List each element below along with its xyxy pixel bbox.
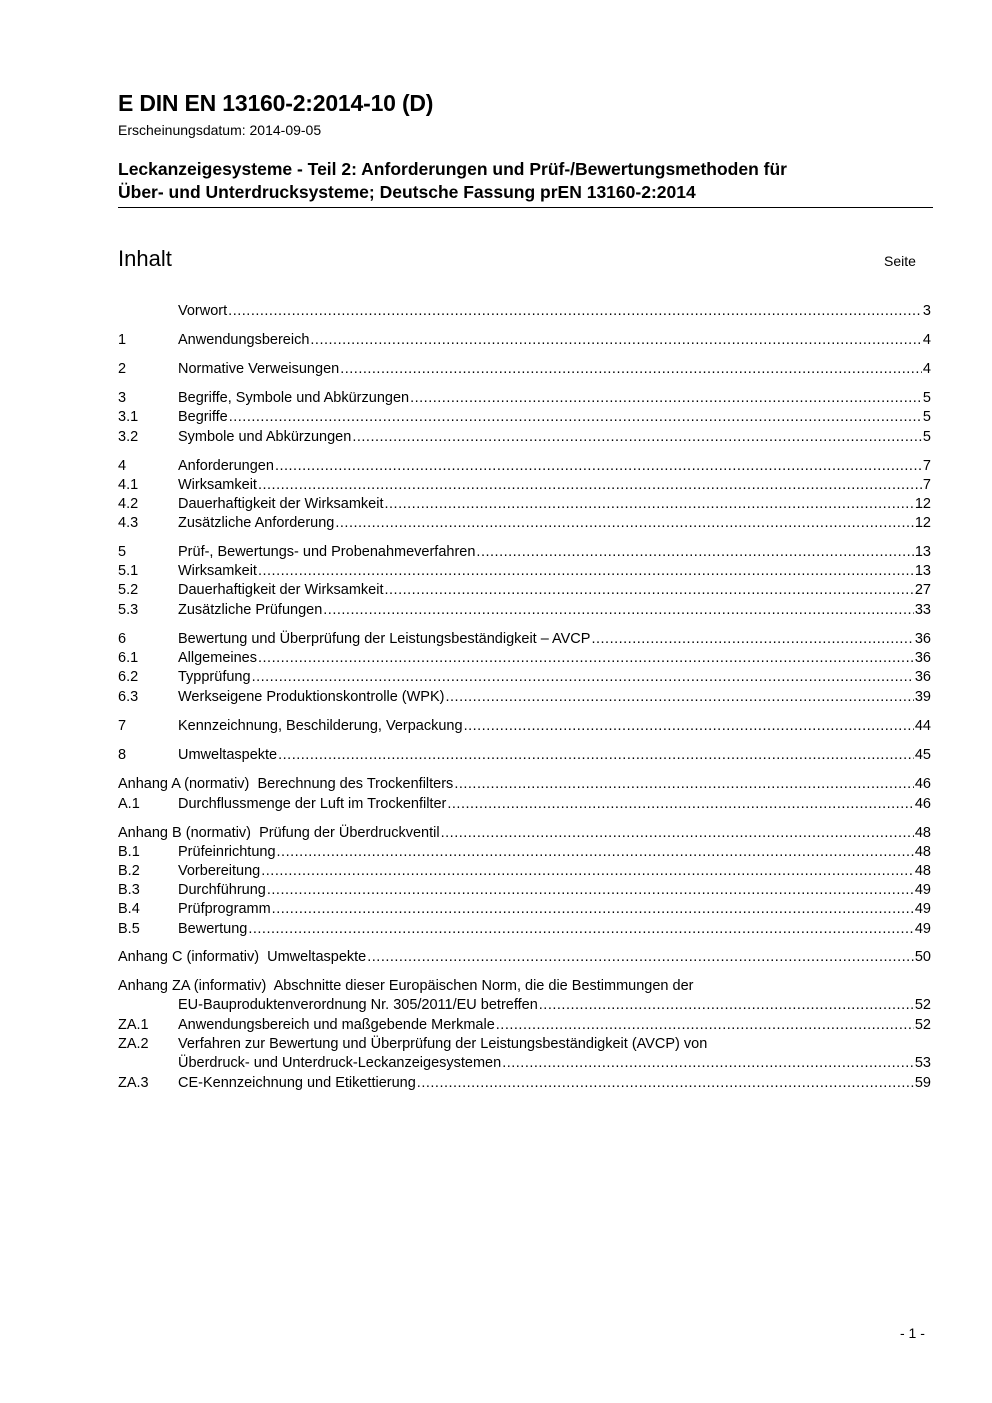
toc-leader-dots [258,562,914,581]
toc-entry[interactable] [118,601,931,620]
toc-entry-line [178,331,931,350]
toc-entry-line [178,457,931,476]
toc-entry-continuation: Überdruck- und Unterdruck-Leckanzeigesystemen [178,1055,502,1071]
toc-entry-title: Werkseigene Produktionskontrolle (WPK) [178,689,445,705]
toc-entry-line [178,581,931,600]
toc-entry-title: Vorbereitung [178,863,261,879]
toc-annex-label: Anhang C [118,949,183,965]
toc-entry[interactable] [118,543,931,562]
toc-page-column-heading: Seite [884,253,916,269]
toc-annex-kind: (normativ) [184,776,250,792]
toc-annex-kind: (informativ) [186,949,260,965]
toc-entry-page: 46 [914,796,931,812]
toc-entry-number: 4.1 [118,477,139,493]
toc-entry[interactable] [118,581,931,600]
toc-leader-dots [410,389,922,408]
toc-entry-line [178,795,931,814]
toc-entry-line [178,360,931,379]
toc-entry[interactable] [118,476,931,495]
toc-entry-title: Umweltaspekte [267,949,367,965]
toc-entry-continuation-line [178,1054,931,1073]
toc-entry-title: Dauerhaftigkeit der Wirksamkeit [178,582,384,598]
toc-leader-dots [261,862,914,881]
toc-entry-number: 8 [118,747,127,763]
toc-leader-dots [267,881,914,900]
toc-entry-page: 5 [922,409,931,425]
toc-leader-dots [445,688,913,707]
toc-entry-line [178,649,931,668]
toc-entry-number: 5.2 [118,582,139,598]
toc-entry-number: 6.3 [118,689,139,705]
toc-entry-page: 12 [914,496,931,512]
toc-entry-page: 36 [914,631,931,647]
toc-leader-dots [272,900,914,919]
toc-leader-dots [441,824,914,843]
toc-entry[interactable] [118,389,931,408]
toc-entry-number: 3.2 [118,429,139,445]
toc-entry-page: 3 [922,303,931,319]
toc-entry[interactable] [118,795,931,814]
toc-entry-line [178,1074,931,1093]
toc-entry-title: Abschnitte dieser Europäischen Norm, die die Bestimmungen der [273,978,694,994]
toc-entry-title: Anwendungsbereich und maßgebende Merkmale [178,1017,495,1033]
toc-entry-page: 33 [914,602,931,618]
toc-leader-dots [275,457,922,476]
toc-entry-line [178,302,931,321]
toc-entry-page: 49 [914,901,931,917]
toc-entry[interactable] [118,843,931,862]
toc-leader-dots [258,649,914,668]
toc-entry-line [118,948,931,967]
toc-annex-kind: (informativ) [193,978,267,994]
toc-entry-page: 36 [914,650,931,666]
toc-leader-dots [248,920,914,939]
toc-entry-number: B.5 [118,921,140,937]
toc-leader-dots [323,601,914,620]
toc-entry[interactable] [118,1074,931,1093]
toc-entry[interactable] [118,649,931,668]
toc-entry[interactable] [118,495,931,514]
toc-entry-number: 4.3 [118,515,139,531]
toc-entry-page: 52 [914,1017,931,1033]
toc-entry[interactable] [118,514,931,533]
toc-entry-number: 2 [118,361,127,377]
toc-entry[interactable] [118,668,931,687]
toc-leader-dots [352,428,922,447]
toc-entry-number: A.1 [118,796,140,812]
toc-entry-line [178,843,931,862]
toc-entry[interactable] [118,881,931,900]
toc-entry-number: 3 [118,390,127,406]
toc-leader-dots [310,331,922,350]
toc-entry-title: Durchflussmenge der Luft im Trockenfilter [178,796,447,812]
toc-entry-line [178,543,931,562]
toc-entry-page: 49 [914,921,931,937]
toc-entry[interactable] [118,457,931,476]
toc-entry[interactable] [118,824,931,843]
toc-entry-number: 1 [118,332,127,348]
toc-entry-page: 49 [914,882,931,898]
toc-entry-number: ZA.2 [118,1036,149,1052]
toc-entry-title: Bewertung [178,921,248,937]
toc-entry-page: 4 [922,361,931,377]
toc-entry-title: Begriffe, Symbole und Abkürzungen [178,390,410,406]
toc-entry-title: Kennzeichnung, Beschilderung, Verpackung [178,718,463,734]
toc-entry-title: Prüfprogramm [178,901,271,917]
publication-date: Erscheinungsdatum: 2014-09-05 [118,122,322,138]
toc-entry[interactable] [118,688,931,707]
toc-leader-dots [252,668,914,687]
toc-leader-dots [278,746,914,765]
toc-entry-title: Anwendungsbereich [178,332,310,348]
toc-entry-title: CE-Kennzeichnung und Etikettierung [178,1075,416,1091]
toc-entry[interactable] [118,408,931,427]
toc-entry-line [178,862,931,881]
toc-leader-dots [447,795,914,814]
document-subject [118,158,933,208]
toc-entry-page: 44 [914,718,931,734]
toc-leader-dots [591,630,913,649]
toc-leader-dots [335,514,913,533]
toc-entry-line [178,900,931,919]
toc-entry-title: Zusätzliche Prüfungen [178,602,323,618]
page-number: - 1 - [900,1325,925,1341]
toc-entry-page: 48 [914,863,931,879]
toc-entry-number: 6.1 [118,650,139,666]
toc-entry-title: Anforderungen [178,458,274,474]
toc-annex-label: Anhang ZA [118,978,190,994]
toc-entry-number: 4 [118,458,127,474]
toc-entry-title: Begriffe [178,409,228,425]
toc-entry-line [178,881,931,900]
toc-entry-title: Prüfung der Überdruckventil [259,825,440,841]
toc-entry-title: Zusätzliche Anforderung [178,515,335,531]
toc-entry-number: 5.1 [118,563,139,579]
toc-entry-line [178,389,931,408]
toc-leader-dots [228,302,922,321]
toc-annex-kind: (normativ) [185,825,251,841]
toc-leader-dots [496,1016,914,1035]
toc-entry-page: 39 [914,689,931,705]
toc-entry[interactable] [118,360,931,379]
toc-entry-title: Allgemeines [178,650,257,666]
toc-entry-line [178,717,931,736]
toc-entry-line [178,428,931,447]
toc-entry-line [118,824,931,843]
toc-entry[interactable] [118,948,931,967]
toc-entry[interactable] [118,562,931,581]
toc-entry-number: B.2 [118,863,140,879]
toc-entry-number: B.1 [118,844,140,860]
toc-entry-page: 48 [914,825,931,841]
toc-entry-title: Umweltaspekte [178,747,278,763]
toc-leader-dots [502,1054,914,1073]
toc-entry[interactable] [118,1035,931,1073]
toc-entry[interactable] [118,302,931,321]
toc-entry-number: 6 [118,631,127,647]
toc-entry[interactable] [118,1016,931,1035]
toc-entry[interactable] [118,977,931,1015]
toc-leader-dots [417,1074,914,1093]
toc-entry-number: 6.2 [118,669,139,685]
toc-entry-title: Vorwort [178,303,228,319]
toc-entry-number: B.4 [118,901,140,917]
toc-entry[interactable] [118,630,931,649]
toc-entry-title: Verfahren zur Bewertung und Überprüfung der Leistungsbeständigkeit (AVCP) von [178,1036,708,1052]
toc-leader-dots [277,843,914,862]
toc-entry[interactable] [118,920,931,939]
toc-entry-continuation: EU-Bauproduktenverordnung Nr. 305/2011/EU betreffen [178,997,538,1013]
toc-entry-title: Prüfeinrichtung [178,844,276,860]
toc-entry-number: 7 [118,718,127,734]
toc-entry-line [118,977,931,996]
toc-entry-title: Dauerhaftigkeit der Wirksamkeit [178,496,384,512]
toc-entry[interactable] [118,900,931,919]
toc-leader-dots [454,775,914,794]
toc-entry[interactable] [118,717,931,736]
toc-entry-page: 7 [922,458,931,474]
toc-leader-dots [367,948,914,967]
toc-entry-line [178,1016,931,1035]
toc-entry-page: 46 [914,776,931,792]
toc-entry[interactable] [118,775,931,794]
toc-entry-line [118,775,931,794]
subject-line-1: Leckanzeigesysteme - Teil 2: Anforderungen und Prüf-/Bewertungsmethoden für [118,159,787,179]
toc-entry-title: Prüf-, Bewertungs- und Probenahmeverfahren [178,544,476,560]
toc-entry-line [178,562,931,581]
toc-entry-page: 59 [914,1075,931,1091]
toc-entry-page: 48 [914,844,931,860]
toc-entry[interactable] [118,746,931,765]
toc-entry-page: 36 [914,669,931,685]
toc-annex-label: Anhang A [118,776,181,792]
toc-entry-number: 5 [118,544,127,560]
toc-entry-number: 3.1 [118,409,139,425]
toc-annex-label: Anhang B [118,825,182,841]
toc-entry-page: 5 [922,429,931,445]
toc-entry-page: 52 [914,997,931,1013]
toc-leader-dots [385,495,914,514]
document-title: E DIN EN 13160-2:2014-10 (D) [118,90,434,116]
toc-entry-line [178,668,931,687]
toc-leader-dots [340,360,922,379]
toc-entry-continuation-line [178,996,931,1015]
toc-entry-page: 13 [914,563,931,579]
toc-entry-line [178,746,931,765]
toc-entry-page: 27 [914,582,931,598]
toc-entry-page: 13 [914,544,931,560]
toc-entry-line [178,514,931,533]
toc-entry-line [178,495,931,514]
toc-leader-dots [476,543,913,562]
toc-leader-dots [539,996,914,1015]
toc-entry-title: Wirksamkeit [178,477,257,493]
toc-entry-title: Typprüfung [178,669,251,685]
toc-entry-number: ZA.3 [118,1075,149,1091]
toc-entry-page: 53 [914,1055,931,1071]
toc-entry-title: Bewertung und Überprüfung der Leistungsbeständigkeit – AVCP [178,631,591,647]
toc-leader-dots [385,581,914,600]
subject-line-2: Über- und Unterdrucksysteme; Deutsche Fassung prEN 13160-2:2014 [118,182,696,202]
toc-leader-dots [464,717,914,736]
toc-entry-title: Wirksamkeit [178,563,257,579]
toc-entry-page: 4 [922,332,931,348]
toc-entry-number: 4.2 [118,496,139,512]
toc-entry-title: Normative Verweisungen [178,361,340,377]
toc-leader-dots [258,476,922,495]
toc-entry-page: 7 [922,477,931,493]
toc-entry-page: 5 [922,390,931,406]
toc-entry-number: 5.3 [118,602,139,618]
toc-entry-line [178,601,931,620]
toc-entry-title: Durchführung [178,882,266,898]
toc-heading: Inhalt [118,246,172,271]
toc-entry-page: 50 [914,949,931,965]
toc-entry-line [178,1035,931,1054]
toc-entry-line [178,920,931,939]
toc-entry-line [178,630,931,649]
toc-leader-dots [229,408,922,427]
toc-entry-page: 45 [914,747,931,763]
toc-entry-number: B.3 [118,882,140,898]
toc-entry[interactable] [118,862,931,881]
toc-entry-title: Berechnung des Trockenfilters [257,776,454,792]
toc-entry-number: ZA.1 [118,1017,149,1033]
toc-entry-line [178,408,931,427]
toc-entry-title: Symbole und Abkürzungen [178,429,352,445]
toc-entry-line [178,476,931,495]
toc-entry-line [178,688,931,707]
toc-entry[interactable] [118,331,931,350]
toc-entry-page: 12 [914,515,931,531]
toc-entry[interactable] [118,428,931,447]
